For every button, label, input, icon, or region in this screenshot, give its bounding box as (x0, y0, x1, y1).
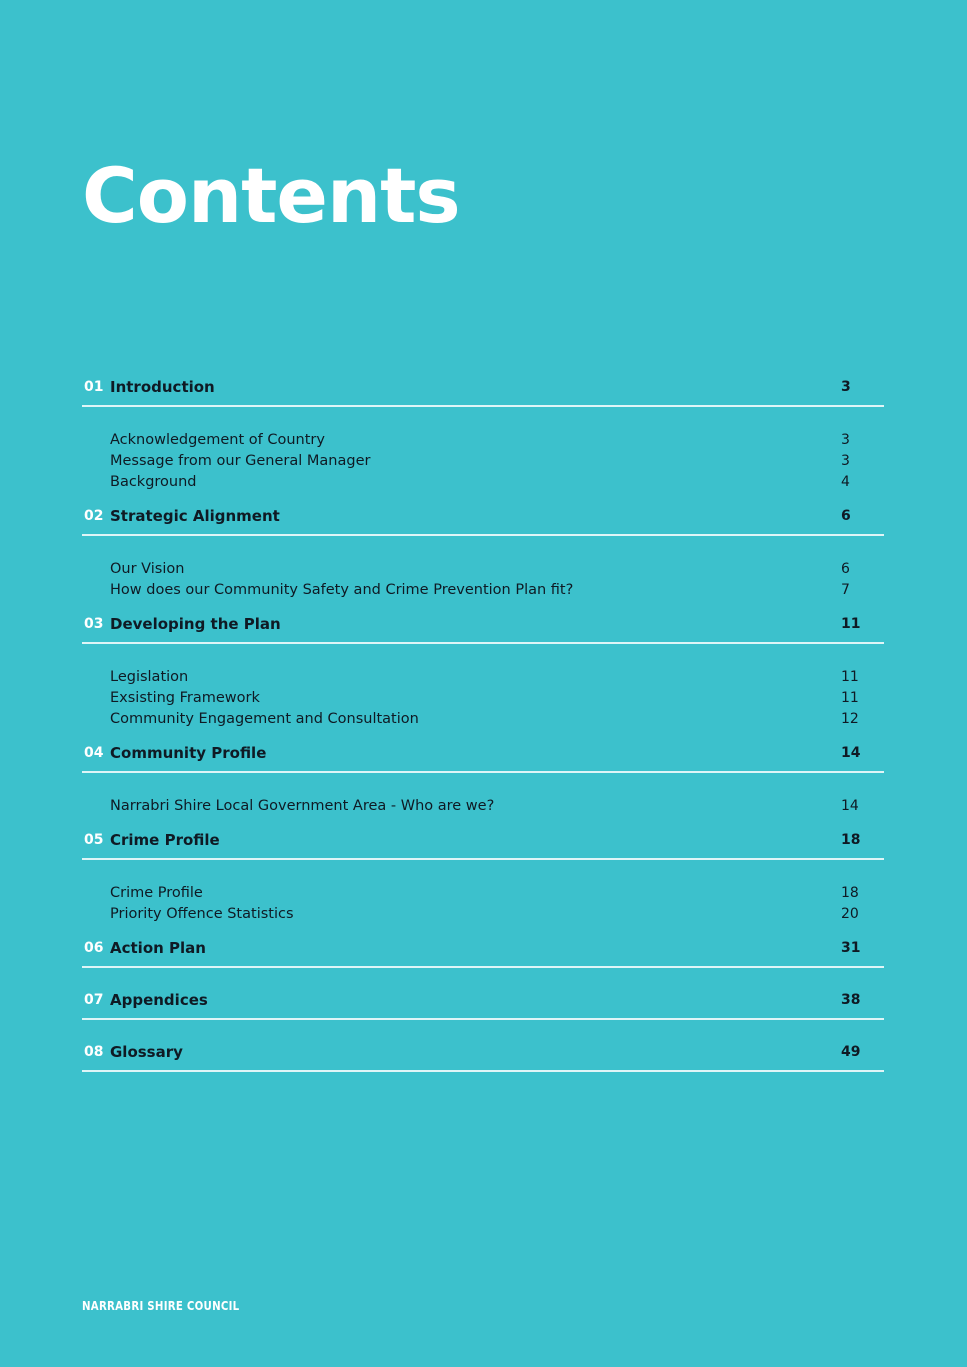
toc-section-crime-profile[interactable] (82, 825, 884, 860)
toc-section-appendices[interactable] (82, 985, 884, 1020)
toc-section-developing-the-plan[interactable] (82, 609, 884, 644)
section-page-number: 18 (841, 832, 861, 848)
section-number: 03 (84, 616, 104, 632)
item-page-number: 6 (841, 561, 850, 577)
toc-section-glossary[interactable] (82, 1037, 884, 1072)
table-of-contents (82, 372, 884, 1072)
item-page-number: 4 (841, 474, 850, 490)
item-title: Exsisting Framework (110, 690, 260, 706)
toc-item[interactable] (82, 559, 884, 580)
toc-section-community-profile[interactable] (82, 738, 884, 773)
section-title: Developing the Plan (110, 615, 281, 633)
section-page-number: 49 (841, 1044, 861, 1060)
item-page-number: 11 (841, 690, 859, 706)
toc-item[interactable] (82, 688, 884, 709)
section-title: Crime Profile (110, 831, 220, 849)
toc-item[interactable] (82, 472, 884, 493)
section-title: Appendices (110, 991, 208, 1009)
item-page-number: 3 (841, 432, 850, 448)
item-title: Priority Offence Statistics (110, 906, 294, 922)
toc-sublist-crime-profile (82, 860, 884, 933)
item-page-number: 20 (841, 906, 859, 922)
toc-section-action-plan[interactable] (82, 933, 884, 968)
section-number: 04 (84, 745, 104, 761)
toc-item[interactable] (82, 883, 884, 904)
toc-section-strategic-alignment[interactable] (82, 501, 884, 536)
item-page-number: 14 (841, 798, 859, 814)
toc-section-introduction[interactable] (82, 372, 884, 407)
toc-sublist-strategic-alignment (82, 536, 884, 609)
section-title: Glossary (110, 1043, 183, 1061)
section-title: Action Plan (110, 939, 206, 957)
toc-item[interactable] (82, 709, 884, 730)
section-number: 01 (84, 379, 104, 395)
item-title: Narrabri Shire Local Government Area - Who are we? (110, 798, 495, 814)
toc-item[interactable] (82, 580, 884, 601)
item-title: Our Vision (110, 561, 185, 577)
section-page-number: 6 (841, 508, 851, 524)
section-page-number: 38 (841, 992, 861, 1008)
footer-council-name: NARRABRI SHIRE COUNCIL (82, 1299, 240, 1313)
section-title: Introduction (110, 378, 215, 396)
item-page-number: 7 (841, 582, 850, 598)
item-title: Crime Profile (110, 885, 203, 901)
toc-item[interactable] (82, 796, 884, 817)
section-title: Strategic Alignment (110, 507, 280, 525)
section-spacer (82, 968, 884, 985)
toc-sublist-introduction (82, 407, 884, 501)
section-page-number: 14 (841, 745, 861, 761)
page-title: Contents (82, 151, 460, 240)
toc-sublist-community-profile (82, 773, 884, 825)
section-spacer (82, 1020, 884, 1037)
section-number: 07 (84, 992, 104, 1008)
toc-item[interactable] (82, 430, 884, 451)
section-title: Community Profile (110, 744, 267, 762)
toc-item[interactable] (82, 904, 884, 925)
item-page-number: 3 (841, 453, 850, 469)
section-number: 06 (84, 940, 104, 956)
toc-sublist-developing-the-plan (82, 644, 884, 738)
section-number: 02 (84, 508, 104, 524)
section-page-number: 31 (841, 940, 861, 956)
section-page-number: 3 (841, 379, 851, 395)
toc-item[interactable] (82, 667, 884, 688)
toc-item[interactable] (82, 451, 884, 472)
item-page-number: 12 (841, 711, 859, 727)
item-title: Legislation (110, 669, 189, 685)
section-number: 08 (84, 1044, 104, 1060)
item-title: Background (110, 474, 197, 490)
item-title: Message from our General Manager (110, 453, 371, 469)
item-title: Acknowledgement of Country (110, 432, 325, 448)
item-title: How does our Community Safety and Crime Prevention Plan fit? (110, 582, 574, 598)
item-title: Community Engagement and Consultation (110, 711, 419, 727)
item-page-number: 18 (841, 885, 859, 901)
section-number: 05 (84, 832, 104, 848)
item-page-number: 11 (841, 669, 859, 685)
section-page-number: 11 (841, 616, 861, 632)
